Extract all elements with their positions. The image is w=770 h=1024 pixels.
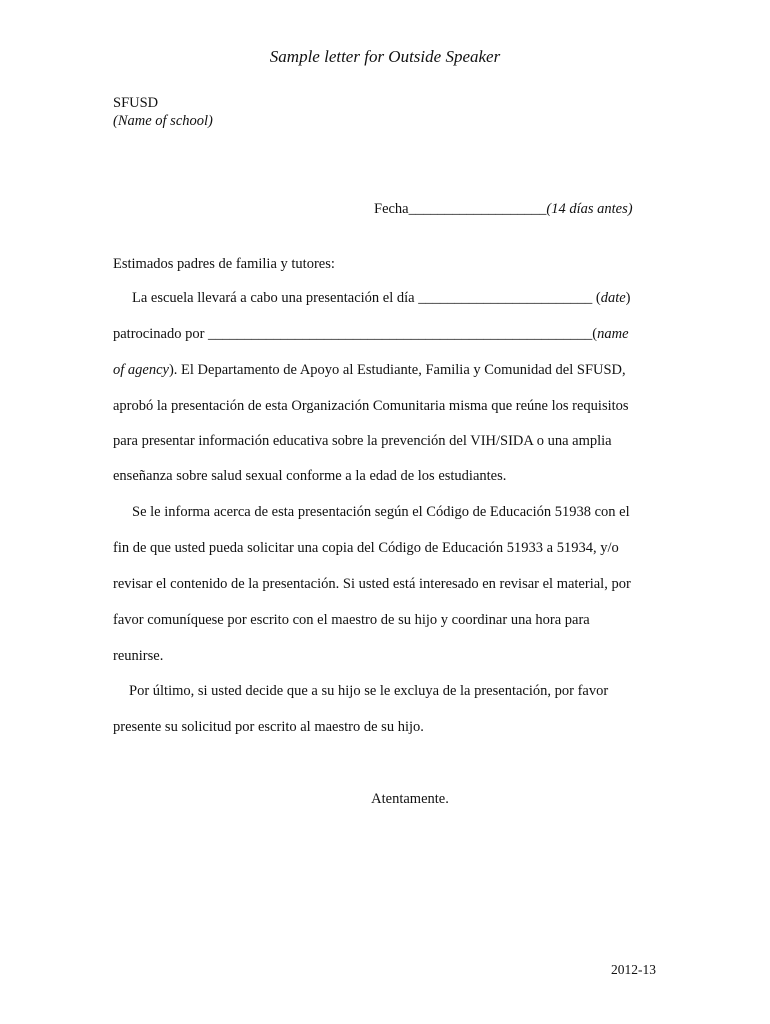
date-label: Fecha___________________: [374, 201, 547, 217]
closing: Atentamente.: [371, 791, 449, 807]
paragraph-line: fin de que usted pueda solicitar una copia del Código de Educación 51933 a 51934, y/o: [113, 540, 619, 556]
paragraph-line: favor comuníquese por escrito con el maestro de su hijo y coordinar una hora para: [113, 612, 590, 628]
paragraph-line: presente su solicitud por escrito al maestro de su hijo.: [113, 719, 424, 735]
paragraph-line: of agency). El Departamento de Apoyo al Estudiante, Familia y Comunidad del SFUSD,: [113, 362, 626, 378]
paragraph-line: Se le informa acerca de esta presentación según el Código de Educación 51938 con el: [132, 504, 630, 520]
paragraph-line: aprobó la presentación de esta Organización Comunitaria misma que reúne los requisitos: [113, 398, 629, 414]
paragraph-line: patrocinado por _____________________________________________________(name: [113, 326, 629, 342]
paragraph-line: revisar el contenido de la presentación. Si usted está interesado en revisar el material, por: [113, 576, 631, 592]
greeting: Estimados padres de familia y tutores:: [113, 256, 335, 272]
school-name: SFUSD: [113, 95, 159, 111]
paragraph-line: para presentar información educativa sobre la prevención del VIH/SIDA o una amplia: [113, 433, 612, 449]
paragraph-line: reunirse.: [113, 648, 164, 664]
paragraph-line: La escuela llevará a cabo una presentación el día ________________________ (date): [132, 290, 631, 306]
paragraph-line: enseñanza sobre salud sexual conforme a la edad de los estudiantes.: [113, 468, 507, 484]
footer-year: 2012-13: [611, 962, 656, 977]
date-note: (14 días antes): [546, 201, 633, 217]
date-line: [374, 201, 633, 218]
letter-title: Sample letter for Outside Speaker: [269, 47, 501, 66]
school-block: [113, 94, 213, 130]
school-name-note: (Name of school): [113, 113, 213, 129]
paragraph-line: Por último, si usted decide que a su hijo se le excluya de la presentación, por favor: [129, 683, 609, 699]
